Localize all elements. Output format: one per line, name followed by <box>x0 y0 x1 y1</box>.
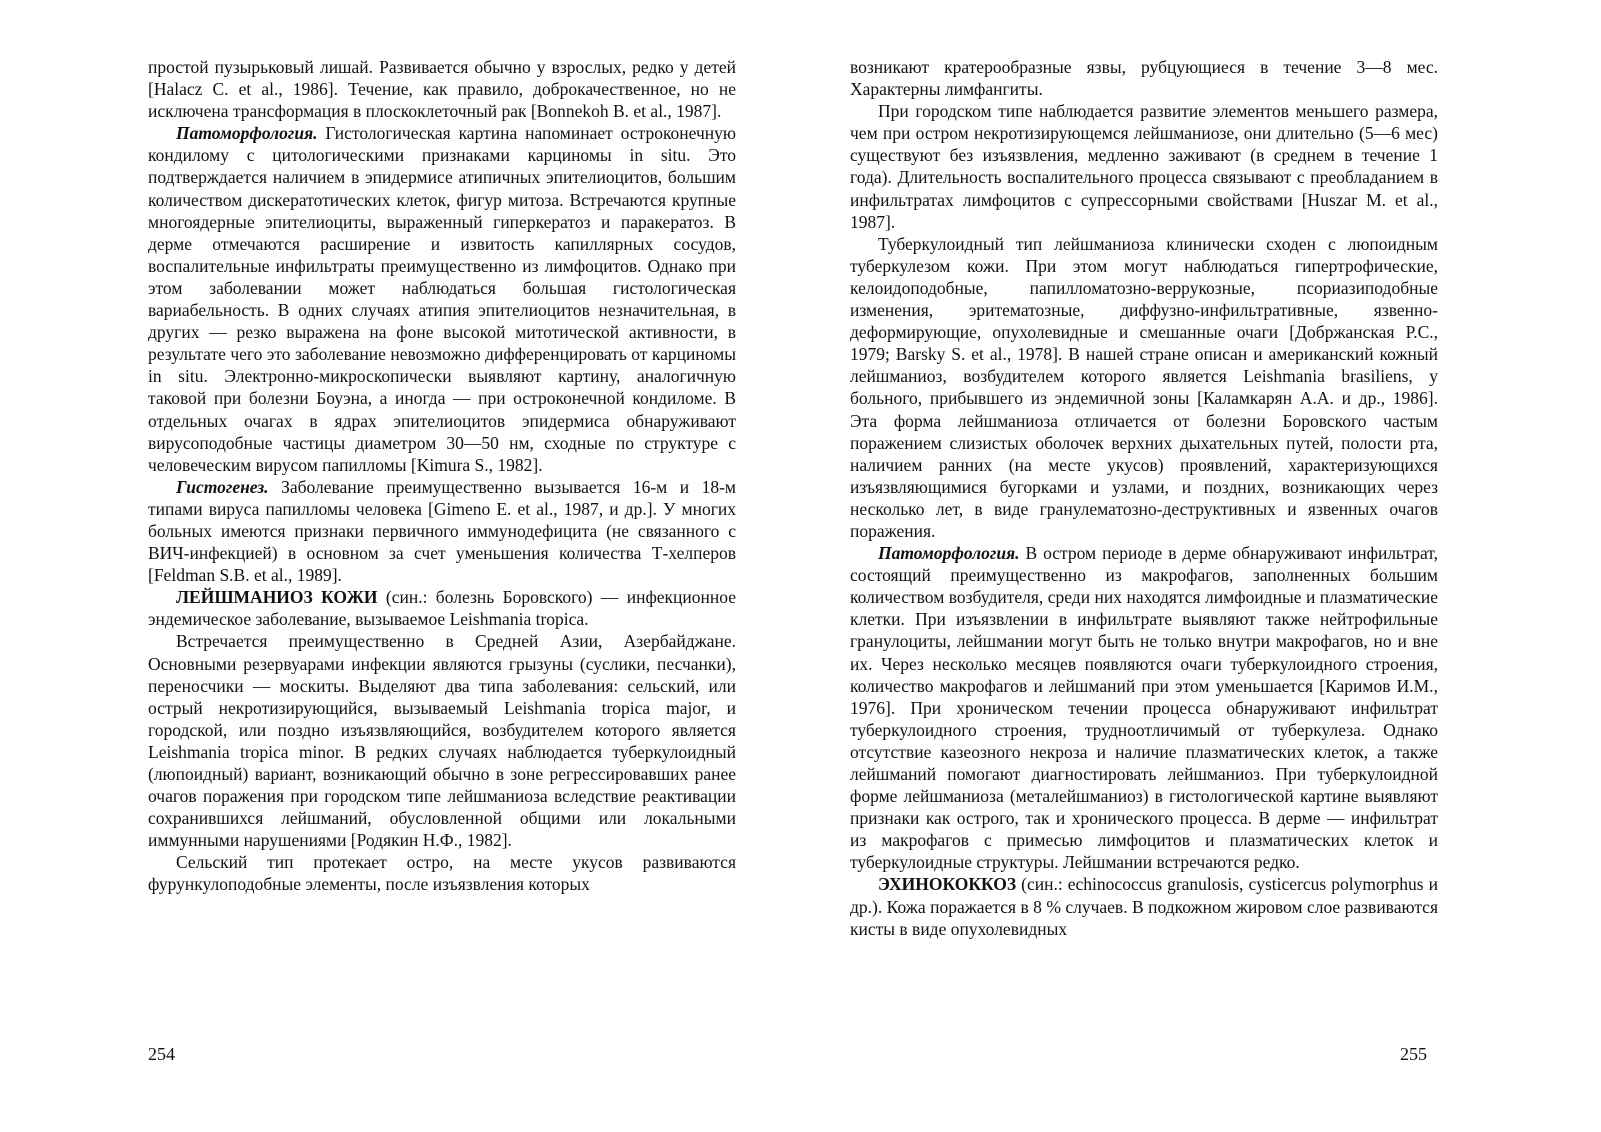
paragraph-text: (син.: болезнь Боровского) — инфекционное эндемическое заболевание, вызываемое Leishmania tropica. <box>148 587 736 630</box>
paragraph <box>148 586 736 630</box>
paragraph: Туберкулоидный тип лейшманиоза клинически сходен с люпоидным туберкулезом кожи. При этом могут наблюдаться гипертрофические, келоидоподобные, папилломатозно-веррукозные, псориазиподобные изменения, эритематозные, диффузно-инфильтративные, язвенно-деформирующие, опухолевидные и смешанные очаги [Добржанская Р.С., 1979; Barsky S. et al., 1978]. В нашей стране описан и американский кожный лейшманиоз, возбудителем которого является Leishmania brasiliens, у больного, прибывшего из эндемичной зоны [Каламкарян А.А. и др., 1986]. Эта форма лейшманиоза отличается от болезни Боровского частым поражением слизистых оболочек верхних дыхательных путей, полости рта, наличием ранних (на месте укусов) проявлений, характеризующихся изъязвляющимися бугорками и узлами, и поздних, возникающих через несколько лет, в виде гранулематозно-деструктивных и язвенных очагов поражения. <box>850 233 1438 541</box>
paragraph: Встречается преимущественно в Средней Азии, Азербайджане. Основными резервуарами инфекции являются грызуны (суслики, песчанки), переносчики — москиты. Выделяют два типа заболевания: сельский, или острый некротизирующийся, вызываемый Leishmania tropica major, и городской, или поздно изъязвляющийся, возбудителем которого является Leishmania tropica minor. В редких случаях наблюдается туберкулоидный (люпоидный) вариант, возникающий обычно в зоне регрессировавших ранее очагов поражения при городском типе лейшманиоза вследствие реактивации сохранившихся лейшманий, обусловленной общими или локальными иммунными нарушениями [Родякин Н.Ф., 1982]. <box>148 631 736 851</box>
paragraph-text: (син.: echinococcus granulosis, cysticercus polymorphus и др.). Кожа поражается в 8 % случаев. В подкожном жировом слое развиваются кисты в виде опухолевидных <box>850 874 1438 939</box>
paragraph: простой пузырьковый лишай. Развивается обычно у взрослых, редко у детей [Halacz C. et al., 1986]. Течение, как правило, доброкачественное, но не исключена трансформация в плоскоклеточный рак [Bonnekoh B. et al., 1987]. <box>148 57 736 122</box>
paragraph <box>148 476 736 586</box>
paragraph: Сельский тип протекает остро, на месте укусов развиваются фурункулоподобные элементы, после изъязвления которых <box>148 852 736 895</box>
paragraph <box>850 542 1438 873</box>
right-page <box>850 56 1438 1046</box>
runin-heading: Гистогенез. <box>176 476 269 497</box>
runin-heading: Патоморфология. <box>878 543 1020 564</box>
paragraph <box>850 873 1438 939</box>
paragraph-text: В остром периоде в дерме обнаруживают инфильтрат, состоящий преимущественно из макрофагов, заполненных большим количеством возбудителя, среди них находятся лимфоидные и плазматические клетки. При изъязвлении в инфильтрате выявляют также нейтрофильные гранулоциты, лейшмании могут быть не только внутри макрофагов, но и вне их. Через несколько месяцев появляются очаги туберкулоидного строения, количество макрофагов и лейшманий при этом уменьшается [Каримов И.М., 1976]. При хроническом течении процесса обнаруживают инфильтрат туберкулоидного строения, трудноотличимый от туберкулеза. Однако отсутствие казеозного некроза и наличие плазматических клеток, а также лейшманий помогают диагностировать лейшманиоз. При туберкулоидной форме лейшманиоза (металейшманиоз) в гистологической картине выявляют признаки как острого, так и хронического процесса. В дерме — инфильтрат из макрофагов с примесью лимфоцитов и плазматических клеток и туберкулоидные структуры. Лейшмании встречаются редко. <box>850 543 1438 873</box>
section-heading: ЛЕЙШМАНИОЗ КОЖИ <box>176 587 378 608</box>
paragraph: При городском типе наблюдается развитие элементов меньшего размера, чем при остром некротизирующемся лейшманиозе, они длительно (5—6 мес) существуют без изъязвления, медленно заживают (в среднем в течение 1 года). Длительность воспалительного процесса связывают с преобладанием в инфильтратах лимфоцитов с супрессорными свойствами [Huszar M. et al., 1987]. <box>850 101 1438 232</box>
paragraph-text: Заболевание преимущественно вызывается 16-м и 18-м типами вируса папилломы человека [Gimeno E. et al., 1987, и др.]. У многих больных имеются признаки первичного иммунодефицита (не связанного с ВИЧ-инфекцией) в основном за счет уменьшения количества Т-хелперов [Feldman S.B. et al., 1989]. <box>148 476 736 586</box>
section-heading: ЭХИНОКОККОЗ <box>878 874 1017 895</box>
paragraph-text: Гистологическая картина напоминает остроконечную кондилому с цитологическими признаками карциномы in situ. Это подтверждается наличием в эпидермисе атипичных эпителиоцитов, большим количеством дискератотических клеток, фигур митоза. Встречаются крупные многоядерные эпителиоциты, выраженный гиперкератоз и паракератоз. В дерме отмечаются расширение и извитость капиллярных сосудов, воспалительные инфильтраты преимущественно из лимфоцитов. Однако при этом заболевании может наблюдаться большая гистологическая вариабельность. В одних случаях атипия эпителиоцитов незначительная, в других — резко выражена на фоне высокой митотической активности, в результате чего это заболевание невозможно дифференцировать от карциномы in situ. Электронно-микроскопически выявляют картину, аналогичную таковой при болезни Боуэна, а иногда — при остроконечной кондиломе. В отдельных очагах в ядрах эпителиоцитов эпидермиса обнаруживают вирусоподобные частицы диаметром 30—50 нм, сходные по структуре с человеческим вирусом папилломы [Kimura S., 1982]. <box>148 123 736 475</box>
page-number: 255 <box>1400 1044 1427 1064</box>
page-number: 254 <box>148 1044 175 1064</box>
runin-heading: Патоморфология. <box>176 123 318 144</box>
paragraph: возникают кратерообразные язвы, рубцующиеся в течение 3—8 мес. Характерны лимфангиты. <box>850 57 1438 100</box>
left-page <box>148 56 736 1046</box>
paragraph <box>148 122 736 476</box>
